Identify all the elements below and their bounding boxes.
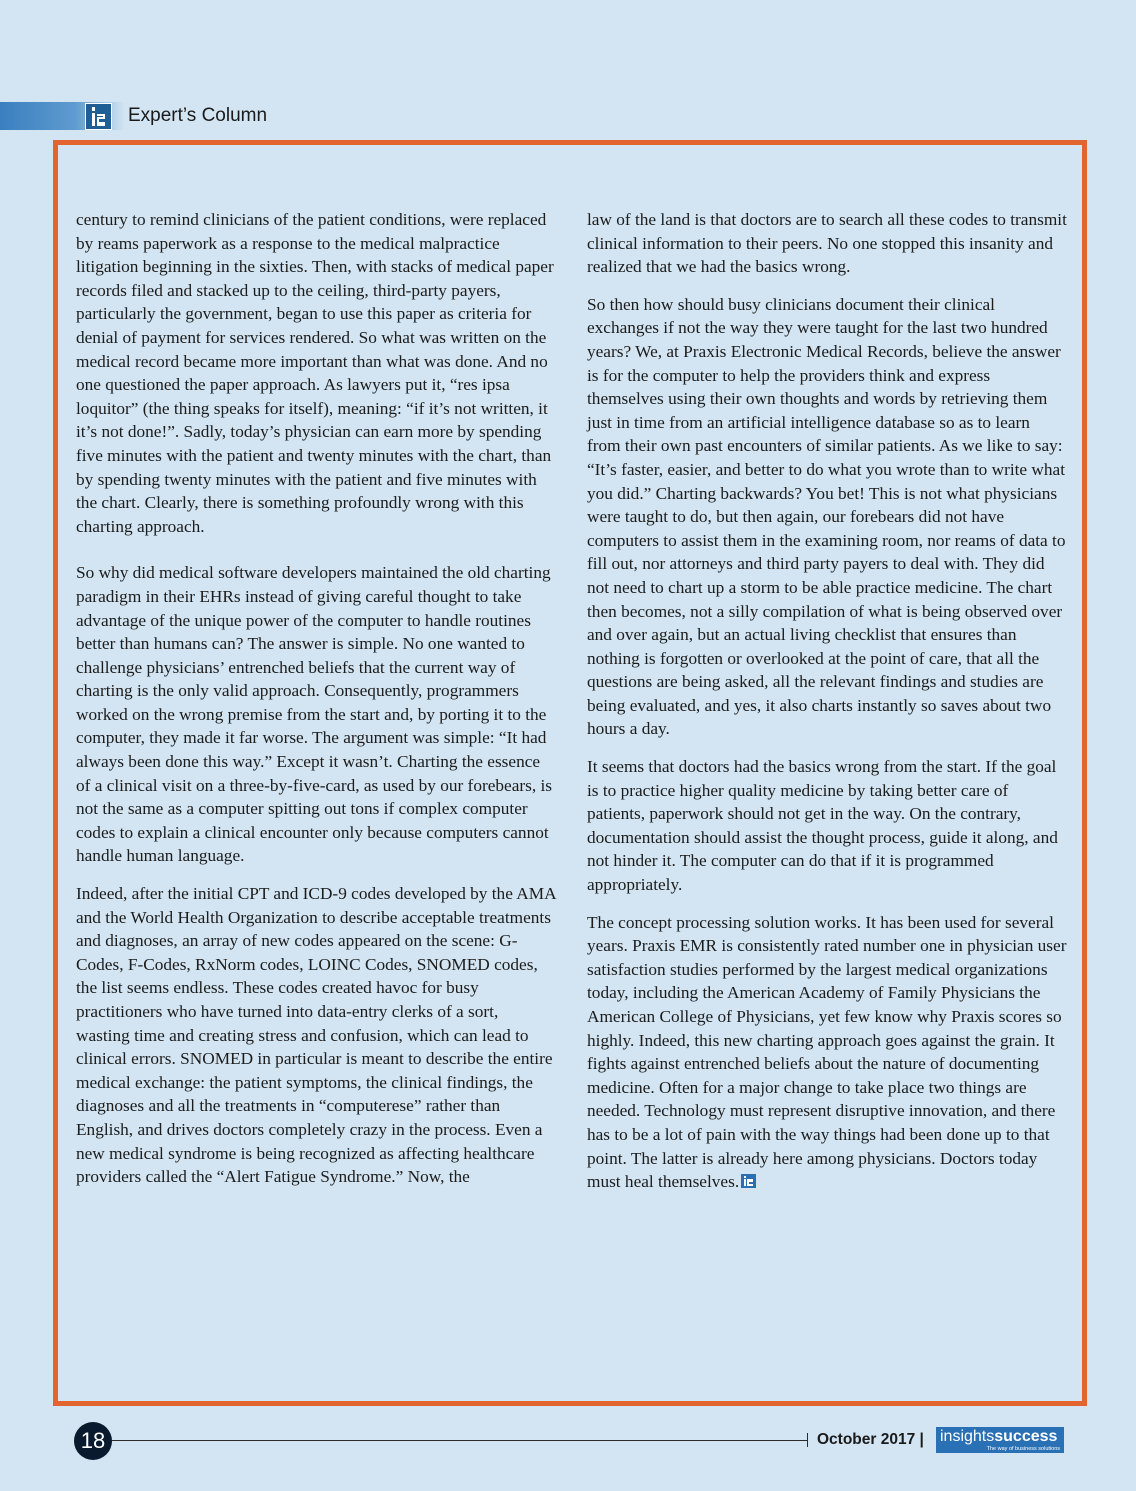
footer-rule xyxy=(112,1440,808,1441)
brand-mark-icon xyxy=(85,103,112,130)
article-left-column xyxy=(76,208,556,1203)
insights-success-logo xyxy=(936,1427,1064,1453)
paragraph-text: The concept processing solution works. It has been used for several years. Praxis EMR is consistently rated number one in physician user satisfaction studies performed by the largest medical organizations today, including the American Academy of Family Physicians the American College of Physicians, yet few know why Praxis scores so highly. Indeed, this new charting approach goes against the grain. It fights against entrenched beliefs about the nature of documenting medicine. Often for a major change to take place two things are needed. Technology must represent disruptive innovation, and there has to be a lot of pain with the way things had been done up to that point. The latter is already here among physicians. Doctors today must heal themselves. xyxy=(587,912,1067,1192)
paragraph: It seems that doctors had the basics wrong from the start. If the goal is to practice higher quality medicine by taking better care of patients, paperwork should not get in the way. On the contrary, documentation should assist the thought process, guide it along, and not hinder it. The computer can do that if it is programmed appropriately. xyxy=(587,757,1058,895)
paragraph: Indeed, after the initial CPT and ICD-9 codes developed by the AMA and the World Health Organization to describe acceptable treatments and diagnoses, an array of new codes appeared on the scene: G-Codes, F-Codes, RxNorm codes, LOINC Codes, SNOMED codes, the list seems endless. These codes created havoc for busy practitioners who have turned into data-entry clerks of a sort, wasting time and creating stress and confusion, which can lead to clinical errors. SNOMED in particular is meant to describe the entire medical exchange: the patient symptoms, the clinical findings, the diagnoses and all the treatments in “computerese” rather than English, and drives doctors completely crazy in the process. Even a new medical syndrome is being recognized as affecting healthcare providers called the “Alert Fatigue Syndrome.” Now, the xyxy=(76,884,556,1187)
article-right-column xyxy=(587,208,1067,1208)
page-number: 18 xyxy=(74,1422,112,1460)
end-mark-icon xyxy=(741,1174,756,1188)
footer-rule-end xyxy=(807,1433,808,1447)
section-title: Expert’s Column xyxy=(128,105,268,126)
paragraph: century to remind clinicians of the patient conditions, were replaced by reams paperwork as a response to the medical malpractice litigation beginning in the sixties. Then, with stacks of medical paper records filed and stacked up to the ceiling, third-party payers, particularly the government, began to use this paper as criteria for denial of payment for services rendered. So what was written on the medical record became more important than what was done. And no one questioned the paper approach. As lawyers put it, “res ipsa loquitor” (the thing speaks for itself), meaning: “if it’s not written, it it’s not done!”. Sadly, today’s physician can earn more by spending five minutes with the patient and twenty minutes with the chart, than by spending twenty minutes with the patient and five minutes with the chart. Clearly, there is something profoundly wrong with this charting approach. xyxy=(76,210,554,536)
paragraph: So why did medical software developers maintained the old charting paradigm in their EHRs instead of giving careful thought to take advantage of the unique power of the computer to handle routines better than humans can? The answer is simple. No one wanted to challenge physicians’ entrenched beliefs that the current way of charting is the only valid approach. Consequently, programmers worked on the wrong premise from the start and, by porting it to the computer, they made it far worse. The argument was simple: “It had always been done this way.” Except it wasn’t. Charting the essence of a clinical visit on a three-by-five-card, as used by our forebears, is not the same as a computer spitting out tons if complex computer codes to explain a clinical encounter only because computers cannot handle human language. xyxy=(76,563,553,866)
issue-date: October 2017 | xyxy=(817,1431,924,1448)
brand-tagline: The way of business solutions xyxy=(986,1446,1060,1452)
brand-name-part2: success xyxy=(994,1428,1058,1445)
brand-name-part1: insights xyxy=(940,1428,995,1445)
paragraph-final xyxy=(587,911,1067,1194)
paragraph: So then how should busy clinicians document their clinical exchanges if not the way they were taught for the last two hundred years? We, at Praxis Electronic Medical Records, believe the answer is for the computer to help the providers think and express themselves using their own thoughts and words by retrieving them just in time from an artificial intelligence database so as to learn from their own past encounters of similar patients. As we like to say: “It’s faster, easier, and better to do what you wrote than to write what you did.” Charting backwards? You bet! This is not what physicians were taught to do, but then again, our forebears did not have computers to assist them in the examining room, nor reams of data to fill out, nor attorneys and third party payers to deal with. They did not need to chart up a storm to be able practice medicine. The chart then becomes, not a silly compilation of what is being observed over and over again, but an actual living checklist that ensures than nothing is forgotten or overlooked at the point of care, that all the questions are being asked, all the relevant findings and studies are being evaluated, and yes, it also charts instantly so saves about two hours a day. xyxy=(587,294,1066,739)
paragraph: law of the land is that doctors are to search all these codes to transmit clinical information to their peers. No one stopped this insanity and realized that we had the basics wrong. xyxy=(587,210,1067,277)
